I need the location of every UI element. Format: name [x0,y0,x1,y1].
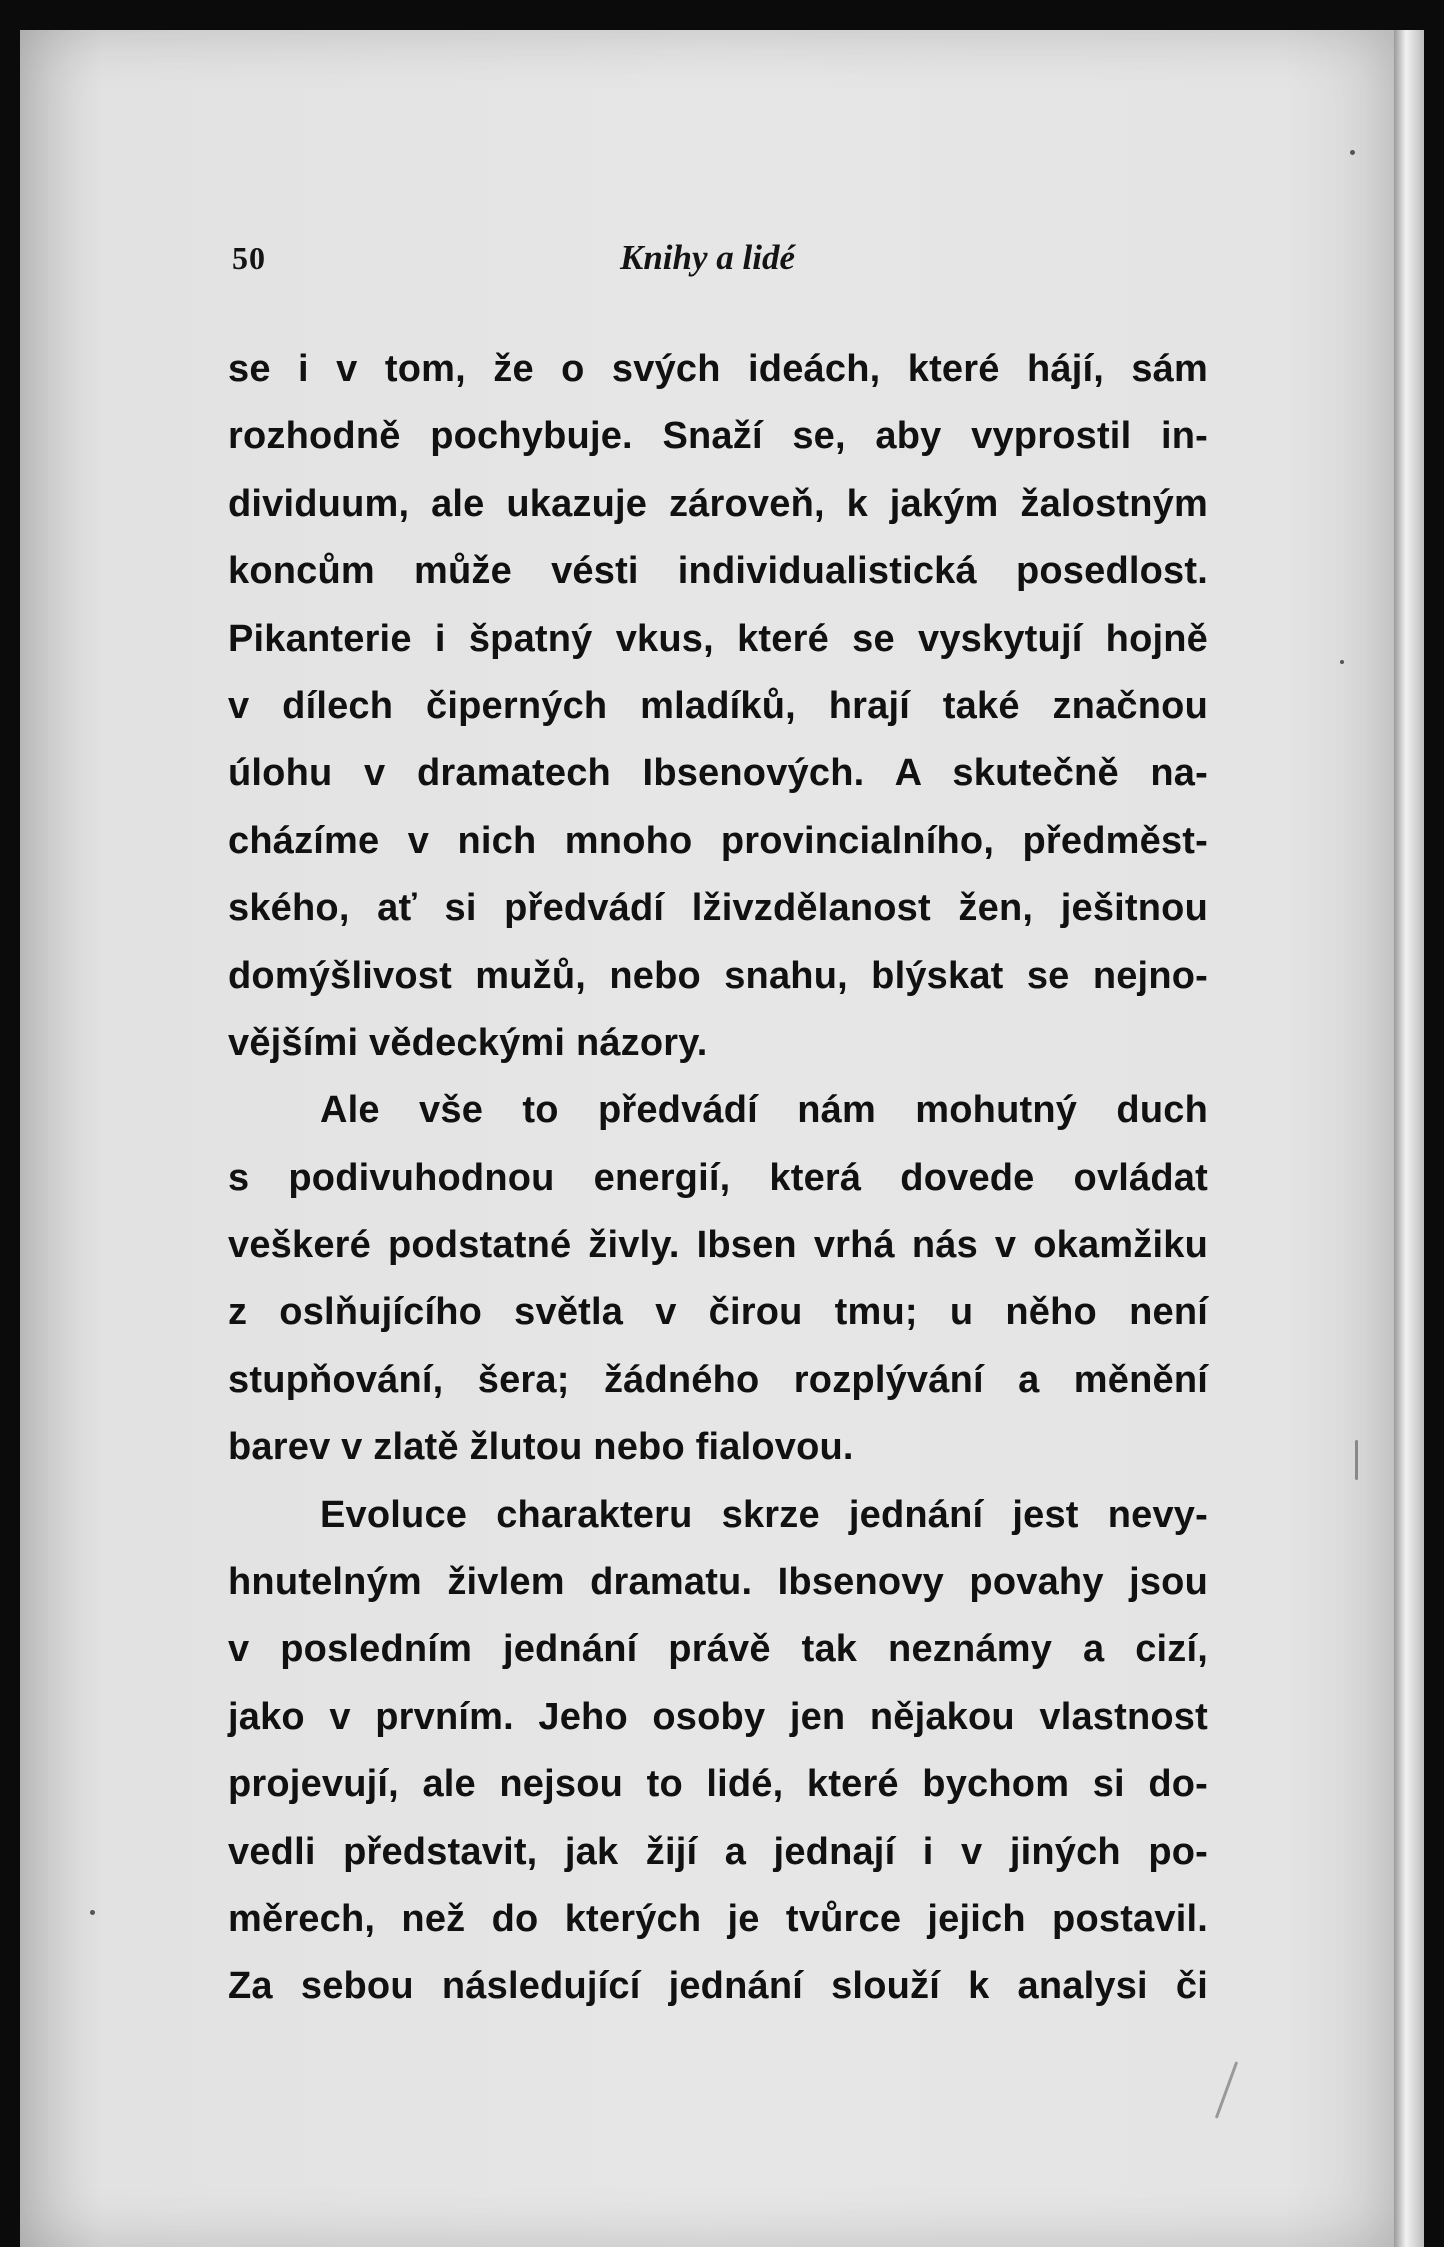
running-head [0,234,1444,294]
text-line: barev v zlatě žlutou nebo fialovou. [228,1426,854,1469]
text-line: domýšlivost mužů, nebo snahu, blýskat se nejno- [228,954,1208,997]
text-line: v posledním jednání právě tak neznámy a cizí, [228,1628,1208,1671]
text-line: ského, ať si předvádí lživzdělanost žen, ješitnou [228,887,1208,930]
text-line: vějšími vědeckými názory. [228,1021,708,1064]
text-line: koncům může vésti individualistická posedlost. [228,550,1208,593]
paragraph-1 [228,336,1208,1077]
text-line: Pikanterie i špatný vkus, které se vyskytují hojně [228,617,1208,660]
paragraph-2 [228,1077,1208,1481]
text-line: z oslňujícího světla v čirou tmu; u něho není [228,1291,1208,1334]
body-text [228,336,1208,2021]
text-line: Za sebou následující jednání slouží k analysi či [228,1965,1208,2008]
text-line: s podivuhodnou energií, která dovede ovládat [228,1156,1208,1199]
text-line: projevují, ale nejsou to lidé, které bychom si do- [228,1763,1208,1806]
running-title: Knihy a lidé [620,238,796,277]
text-line: Ale vše to předvádí nám mohutný duch [320,1089,1208,1132]
scan-speck [1355,1440,1358,1480]
text-line: cházíme v nich mnoho provincialního, předměst- [228,819,1208,862]
text-line: vedli představit, jak žijí a jednají i v jiných po- [228,1830,1208,1873]
text-line: rozhodně pochybuje. Snaží se, aby vyprostil in- [228,415,1208,458]
scan-speck [1340,660,1344,664]
text-line: Evoluce charakteru skrze jednání jest nevy- [320,1493,1208,1536]
text-line: v dílech čiperných mladíků, hrají také značnou [228,684,1208,727]
text-line: se i v tom, že o svých ideách, které hájí, sám [228,348,1208,390]
text-line: úlohu v dramatech Ibsenových. A skutečně na- [228,752,1208,795]
text-line: jako v prvním. Jeho osoby jen nějakou vlastnost [228,1695,1208,1738]
page-edge [1394,30,1424,2247]
text-line: hnutelným živlem dramatu. Ibsenovy povahy jsou [228,1561,1208,1604]
paragraph-3 [228,1482,1208,2021]
scan-speck [90,1910,95,1915]
text-line: dividuum, ale ukazuje zároveň, k jakým žalostným [228,482,1208,525]
text-line: veškeré podstatné živly. Ibsen vrhá nás v okamžiku [228,1224,1208,1267]
scan-speck [1350,150,1355,155]
text-line: měrech, než do kterých je tvůrce jejich postavil. [228,1897,1208,1940]
page-number: 50 [232,240,266,276]
text-line: stupňování, šera; žádného rozplývání a měnění [228,1358,1208,1401]
